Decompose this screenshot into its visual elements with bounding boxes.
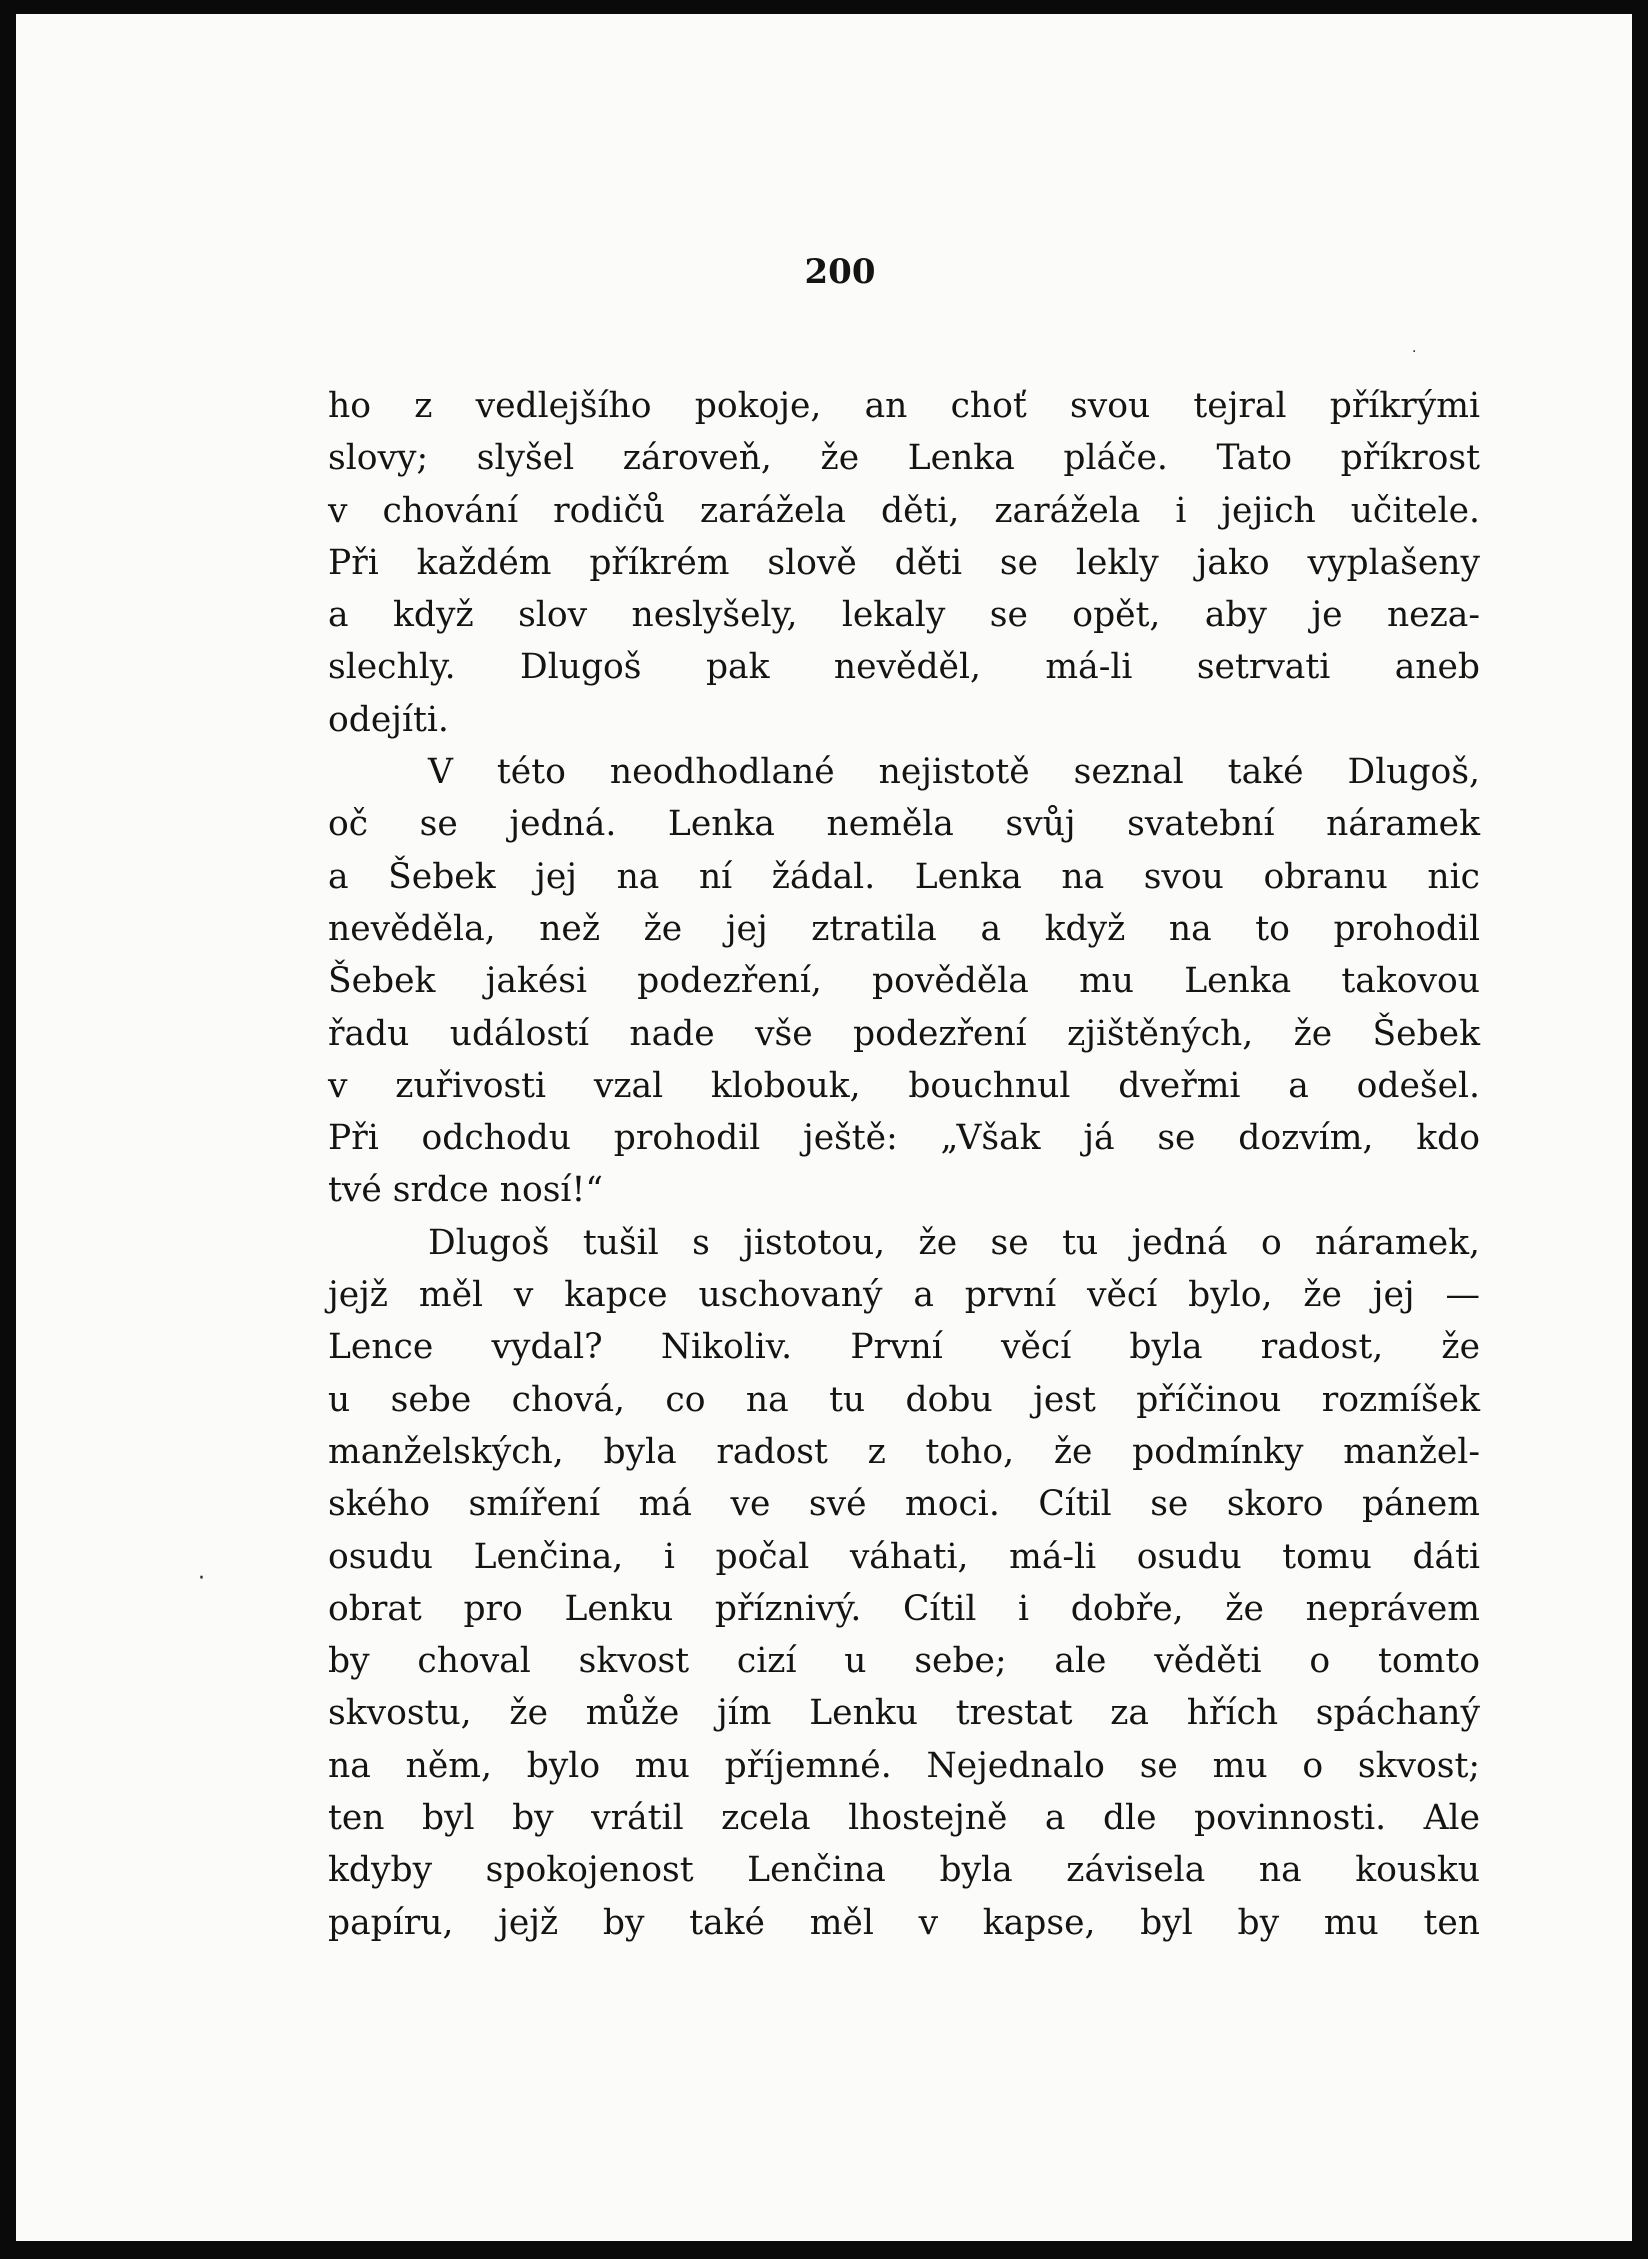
- text-line: ho z vedlejšího pokoje, an choť svou tejral příkrými: [328, 386, 1480, 426]
- paragraph: [328, 1217, 1480, 1949]
- text-line: tvé srdce nosí!“: [328, 1170, 603, 1211]
- text-line: obrat pro Lenku příznivý. Cítil i dobře, že neprávem: [328, 1588, 1480, 1629]
- text-line: a když slov neslyšely, lekaly se opět, aby je neza-: [328, 595, 1480, 636]
- text-line: Při odchodu prohodil ještě: „Však já se dozvím, kdo: [328, 1118, 1480, 1159]
- text-line: Dlugoš tušil s jistotou, že se tu jedná o náramek,: [428, 1222, 1480, 1263]
- text-line: řadu událostí nade vše podezření zjištěných, že Šebek: [328, 1013, 1480, 1054]
- text-line: kdyby spokojenost Lenčina byla závisela na kousku: [328, 1850, 1480, 1891]
- scan-speck: ·: [1412, 344, 1417, 360]
- text-line: Šebek jakési podezření, pověděla mu Lenka takovou: [328, 961, 1480, 1002]
- text-line: osudu Lenčina, i počal váhati, má-li osudu tomu dáti: [328, 1536, 1480, 1577]
- text-line: v chování rodičů zarážela děti, zarážela i jejich učitele.: [328, 490, 1480, 531]
- text-line: ten byl by vrátil zcela lhostejně a dle povinnosti. Ale: [328, 1798, 1480, 1839]
- text-line: ského smíření má ve své moci. Cítil se skoro pánem: [328, 1484, 1480, 1525]
- text-line: jejž měl v kapce uschovaný a první věcí bylo, že jej —: [328, 1275, 1480, 1316]
- scan-speck: ·: [198, 1566, 205, 1591]
- text-line: odejíti.: [328, 699, 449, 740]
- body-text: [328, 380, 1480, 1949]
- text-line: nevěděla, než že jej ztratila a když na to prohodil: [328, 908, 1480, 949]
- paragraph: [328, 746, 1480, 1217]
- text-line: manželských, byla radost z toho, že podmínky manžel-: [328, 1431, 1480, 1472]
- text-line: V této neodhodlané nejistotě seznal také Dlugoš,: [428, 752, 1480, 793]
- text-line: na něm, bylo mu příjemné. Nejednalo se mu o skvost;: [328, 1745, 1480, 1786]
- paragraph: [328, 380, 1480, 746]
- text-line: skvostu, že může jím Lenku trestat za hřích spáchaný: [328, 1693, 1480, 1734]
- text-line: v zuřivosti vzal klobouk, bouchnul dveřmi a odešel.: [328, 1065, 1480, 1106]
- text-line: Při každém příkrém slově děti se lekly jako vyplašeny: [328, 542, 1480, 583]
- text-line: a Šebek jej na ní žádal. Lenka na svou obranu nic: [328, 856, 1480, 897]
- text-line: slechly. Dlugoš pak nevěděl, má-li setrvati aneb: [328, 647, 1480, 688]
- text-line: by choval skvost cizí u sebe; ale věděti o tomto: [328, 1641, 1480, 1682]
- text-line: Lence vydal? Nikoliv. První věcí byla radost, že: [328, 1327, 1480, 1368]
- text-line: u sebe chová, co na tu dobu jest příčinou rozmíšek: [328, 1379, 1480, 1420]
- text-line: slovy; slyšel zároveň, že Lenka pláče. Tato příkrost: [328, 438, 1480, 479]
- page-number: 200: [804, 252, 876, 292]
- text-line: papíru, jejž by také měl v kapse, byl by mu ten: [328, 1902, 1480, 1943]
- text-line: oč se jedná. Lenka neměla svůj svatební náramek: [328, 804, 1480, 845]
